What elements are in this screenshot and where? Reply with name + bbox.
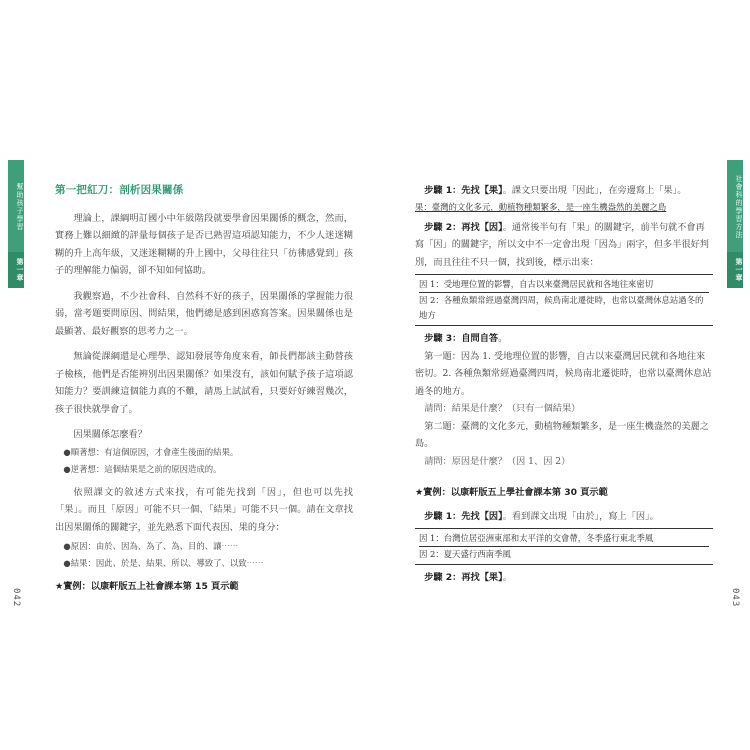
cause-box [415,528,713,565]
step-text: 。 [502,572,512,583]
section-heading: 第一把紅刀：剖析因果關係 [55,184,184,196]
step-line [415,219,713,272]
right-chapter-tab: 第一章 [727,252,743,288]
bullet-item: ●結果：因此、於是、結果、所以、導致了、以致⋯⋯ [63,558,264,568]
step-text: 。看到課文出現「由於」，寫上「因」。 [502,510,659,522]
paragraph: 無論從課綱還是心理學、認知發展等角度來看，師長們都該主動替孩子檢核，他們是否能辨別出因果關係？如果沒有，該如何賦予孩子這項認知能力？要訓練這個能力真的不難，請馬上試試看，只要好好練習幾次，孩子很快就學會了。 [55,351,353,415]
left-section-tab: 幫助孩子學習 [8,160,24,254]
question-text: 第二題：臺灣的文化多元，動植物種類繁多，是一座生機盎然的美麗之島。 [415,420,709,449]
question-ask: 請問：原因是什麼？（因 1、因 2） [424,455,571,467]
right-page [385,140,743,620]
step-label: 步驟 1：先找【因】 [424,510,503,522]
step-text: 。課文只要出現「因此」，在旁邊寫上「果」。 [502,185,687,196]
step-line [415,569,713,587]
example-title: ★實例：以康軒版五上學社會課本第 30 頁示範 [415,487,608,498]
paragraph: 依照課文的敘述方式來找，有可能先找到「因」，但也可以先找「果」。而且「原因」可能不只一個、「結果」可能不只一個。請在文章找出因果關係的關鍵字，並先熟悉下面代表因、果的身分： [55,486,353,533]
right-section-tab: 社會科的學習方法 [727,160,743,254]
step-label: 步驟 2：再找【因】 [424,221,503,233]
question-text: 第一題：因為 1. 受地理位置的影響，自古以來臺灣居民就和各地往來密切。2. 各種魚類常經過臺灣四周，候鳥南北遷徙時，也常以臺灣休息站過冬的地方。 [415,350,712,397]
bullet-item: ●順著想：有這個原因，才會產生後面的結果。 [63,446,239,457]
step-line [415,182,713,200]
step-label: 步驟 3：自問自答 [424,333,499,344]
left-page-number: 042 [11,588,21,608]
bullet-item: ●原因：由於、因為、為了、為、目的、讓⋯⋯ [63,541,239,551]
step-text: 。通常後半句有「果」的關鍵字，前半句就不會再寫「因」的關鍵字，所以文中不一定會出現「因為」兩字，但多半很好判別，而且往往不只一個，找到後，標示出來： [415,221,709,268]
right-page-number: 043 [730,588,740,608]
left-chapter-tab: 第一章 [8,252,24,288]
question-ask: 請問：結果是什麼？（只有一個結果） [424,403,581,414]
step-line [415,508,713,526]
left-content [55,182,353,602]
paragraph: 理論上，課綱明訂國小中年級階段就要學會因果關係的概念，然而，實務上難以細緻的評量每個孩子是否已熟習這項認知能力，不少人迷迷糊糊的升上高年級，又迷迷糊糊的升上國中，父母往往只「彷彿感覺到」孩子的理解能力偏弱，卻不知如何協助。 [55,212,353,276]
left-page [11,140,365,620]
cause-row: 因 1：受地理位置的影響，自古以來臺灣居民就和各地往來密切 [419,277,709,293]
question-line: 因果關係怎麼看？ [73,429,147,440]
cause-row: 因 2：各種魚類常經過臺灣四周，候鳥南北遷徙時，也常以臺灣休息站過冬的地方 [419,295,704,320]
step-text: 。 [498,333,508,344]
cause-box [415,274,713,326]
step-line [415,330,713,348]
right-content [415,182,713,587]
step-label: 步驟 2：再找【果】 [424,572,503,583]
cause-row: 因 2：夏天盛行西南季風 [419,549,511,559]
step-label: 步驟 1：先找【果】 [424,185,503,196]
example-title: ★實例：以康軒版五上社會課本第 15 頁示範 [55,581,239,592]
cause-row: 因 1：台灣位居亞洲東部和太平洋的交會帶，冬季盛行東北季風 [419,531,709,547]
bullet-item: ●逆著想：這個結果是之前的原因造成的。 [63,463,222,474]
paragraph: 我觀察過，不少社會科、自然科不好的孩子，因果關係的掌握能力很弱，當考題要問原因、問結果，他們總是感到困惑寫答案。因果關係也是最顯著、最好觀察的思考力之一。 [55,290,353,337]
result-note: 果：臺灣的文化多元，動植物種類繁多，是一座生機盎然的美麗之島 [415,201,667,212]
